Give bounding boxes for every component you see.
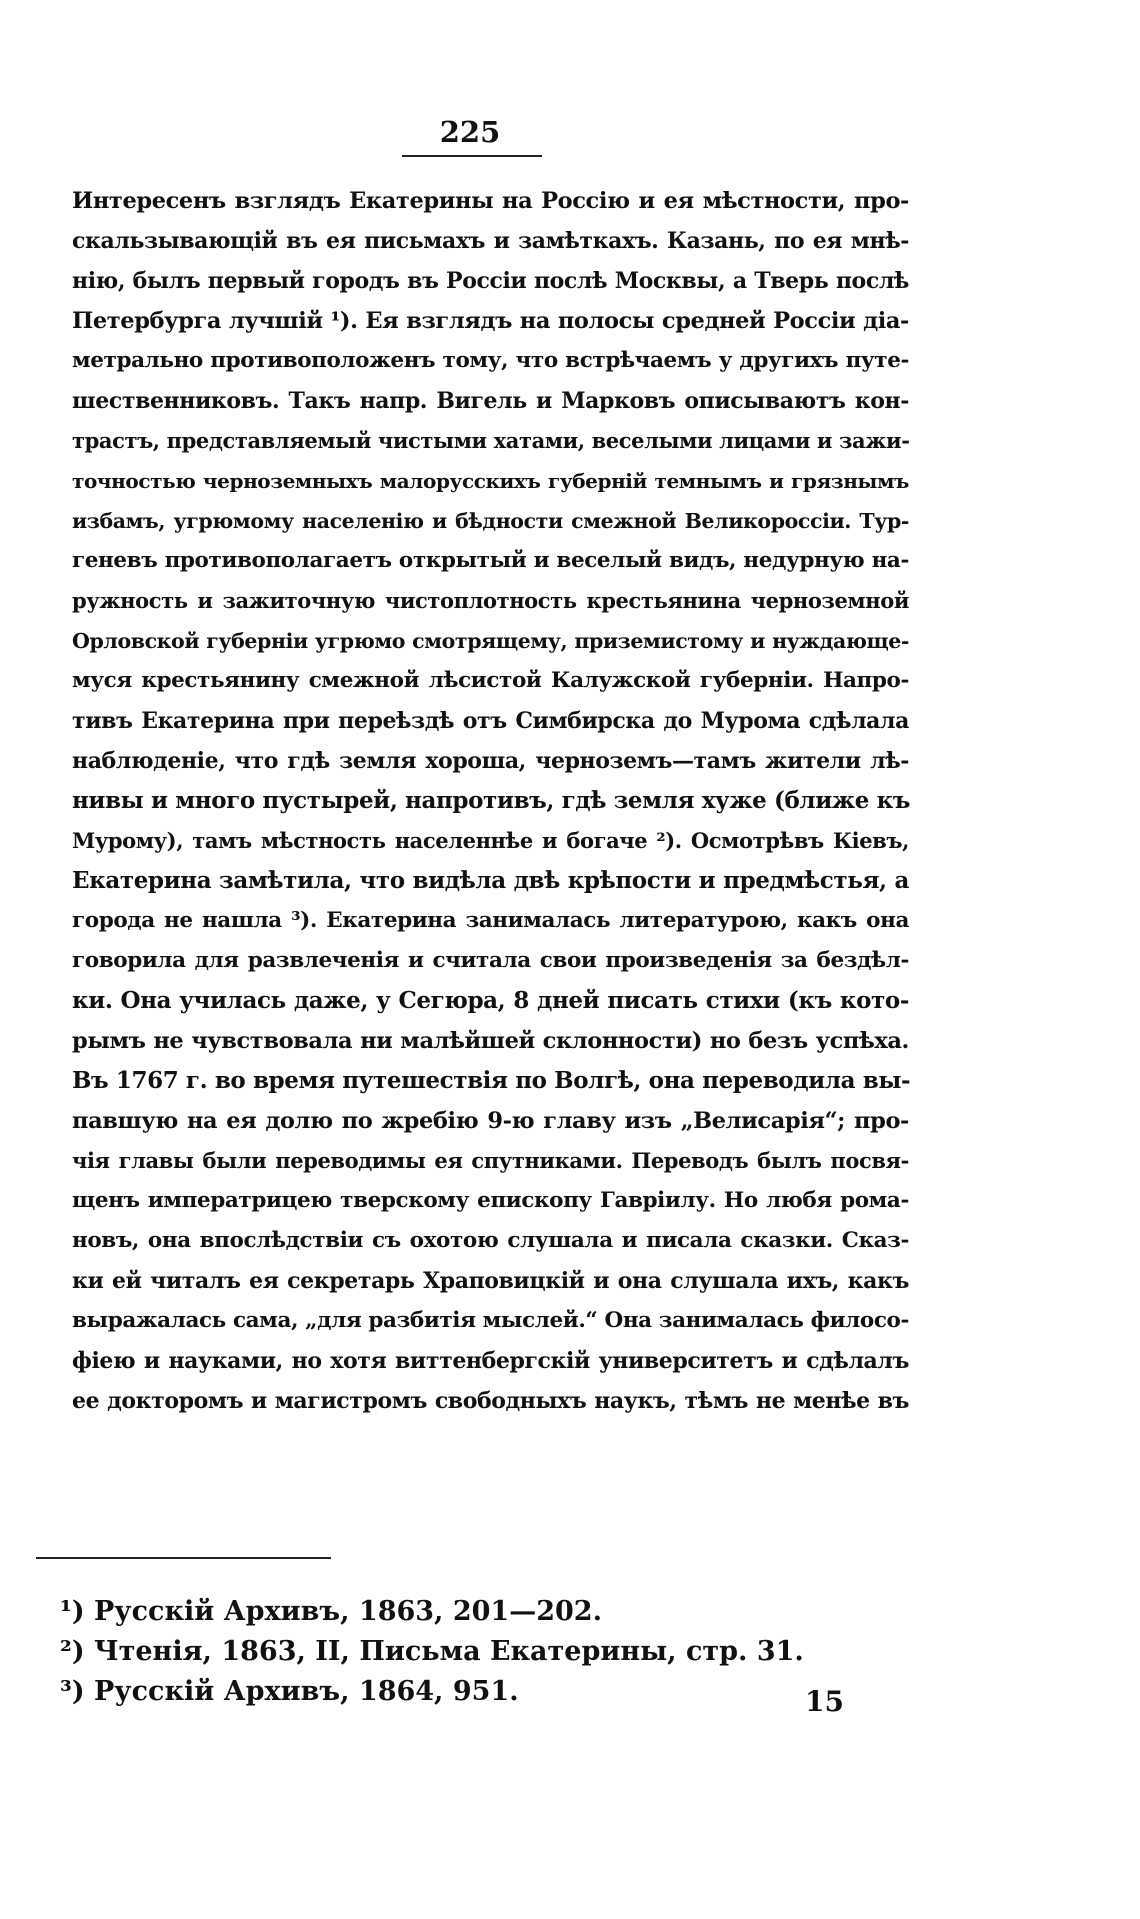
text-line: Мурому), тамъ мѣстность населеннѣе и богаче ²). Осмотрѣвъ Кіевъ, (72, 828, 909, 853)
text-line: нивы и много пустырей, напротивъ, гдѣ земля хуже (ближе къ (72, 787, 911, 814)
page-number: 225 (439, 115, 501, 149)
text-line: ки. Она училась даже, у Сегюра, 8 дней писать стихи (къ кото- (72, 987, 909, 1014)
footnote-1: ¹) Русскій Архивъ, 1863, 201—202. (60, 1596, 602, 1627)
text-line: наблюденіе, что гдѣ земля хороша, черноземъ—тамъ жители лѣ- (72, 748, 909, 774)
text-line: павшую на ея долю по жребію 9-ю главу изъ „Велисарія“; про- (72, 1108, 909, 1134)
footnote-3: ³) Русскій Архивъ, 1864, 951. (60, 1676, 519, 1707)
text-line: рымъ не чувствовала ни малѣйшей склонности) но безъ успѣха. (72, 1028, 909, 1054)
text-line: Въ 1767 г. во время путешествія по Волгѣ, она переводила вы- (72, 1067, 911, 1094)
text-line: новъ, она впослѣдствіи съ охотою слушала и писала сказки. Сказ- (72, 1228, 909, 1253)
text-line: города не нашла ³). Екатерина занималась литературою, какъ она (72, 908, 909, 933)
text-line: выражалась сама, „для разбитія мыслей.“ Она занималась филосо- (72, 1308, 909, 1333)
text-line: метрально противоположенъ тому, что встрѣчаемъ у другихъ путе- (72, 348, 909, 373)
text-line: скальзывающій въ ея письмахъ и замѣткахъ. Казань, по ея мнѣ- (72, 228, 909, 254)
text-line: Петербурга лучшій ¹). Ея взглядъ на полосы средней Россіи діа- (72, 308, 909, 334)
text-line: тивъ Екатерина при переѣздѣ отъ Симбирска до Мурома сдѣлала (72, 708, 909, 734)
text-line: Интересенъ взглядъ Екатерины на Россію и ея мѣстности, про- (72, 188, 909, 214)
text-line: геневъ противополагаетъ открытый и веселый видъ, недурную на- (72, 548, 909, 573)
text-line: избамъ, угрюмому населенію и бѣдности смежной Великороссіи. Тур- (72, 509, 909, 533)
text-line: говорила для развлеченія и считала свои произведенія за бездѣл- (72, 948, 909, 973)
text-line: трастъ, представляемый чистыми хатами, веселыми лицами и зажи- (72, 428, 910, 453)
text-line: муся крестьянину смежной лѣсистой Калужской губерніи. Напро- (72, 668, 909, 693)
text-line: нію, былъ первый городъ въ Россіи послѣ Москвы, а Тверь послѣ (72, 268, 909, 294)
text-line: шественниковъ. Такъ напр. Вигель и Марковъ описываютъ кон- (72, 388, 909, 414)
footnote-separator (36, 1557, 331, 1559)
text-line: ружность и зажиточную чистоплотность крестьянина черноземной (72, 588, 909, 613)
page-number-underline (402, 155, 542, 157)
text-line: ки ей читалъ ея секретарь Храповицкій и она слушала ихъ, какъ (72, 1268, 909, 1294)
printer-signature-mark: 15 (805, 1685, 844, 1718)
text-line: щенъ императрицею тверскому епископу Гавріилу. Но любя рома- (72, 1188, 909, 1213)
footnote-2: ²) Чтенія, 1863, II, Письма Екатерины, стр. 31. (60, 1636, 804, 1667)
text-line: точностью черноземныхъ малорусскихъ губерній темнымъ и грязнымъ (72, 469, 909, 493)
text-line: Екатерина замѣтила, что видѣла двѣ крѣпости и предмѣстья, а (72, 867, 909, 894)
text-line: Орловской губерніи угрюмо смотрящему, приземистому и нуждающе- (72, 629, 909, 653)
text-line: ее докторомъ и магистромъ свободныхъ наукъ, тѣмъ не менѣе въ (72, 1388, 909, 1414)
text-line: чія главы были переводимы ея спутниками. Переводъ былъ посвя- (72, 1148, 909, 1173)
text-line: фіею и науками, но хотя виттенбергскій университетъ и сдѣлалъ (72, 1348, 909, 1374)
